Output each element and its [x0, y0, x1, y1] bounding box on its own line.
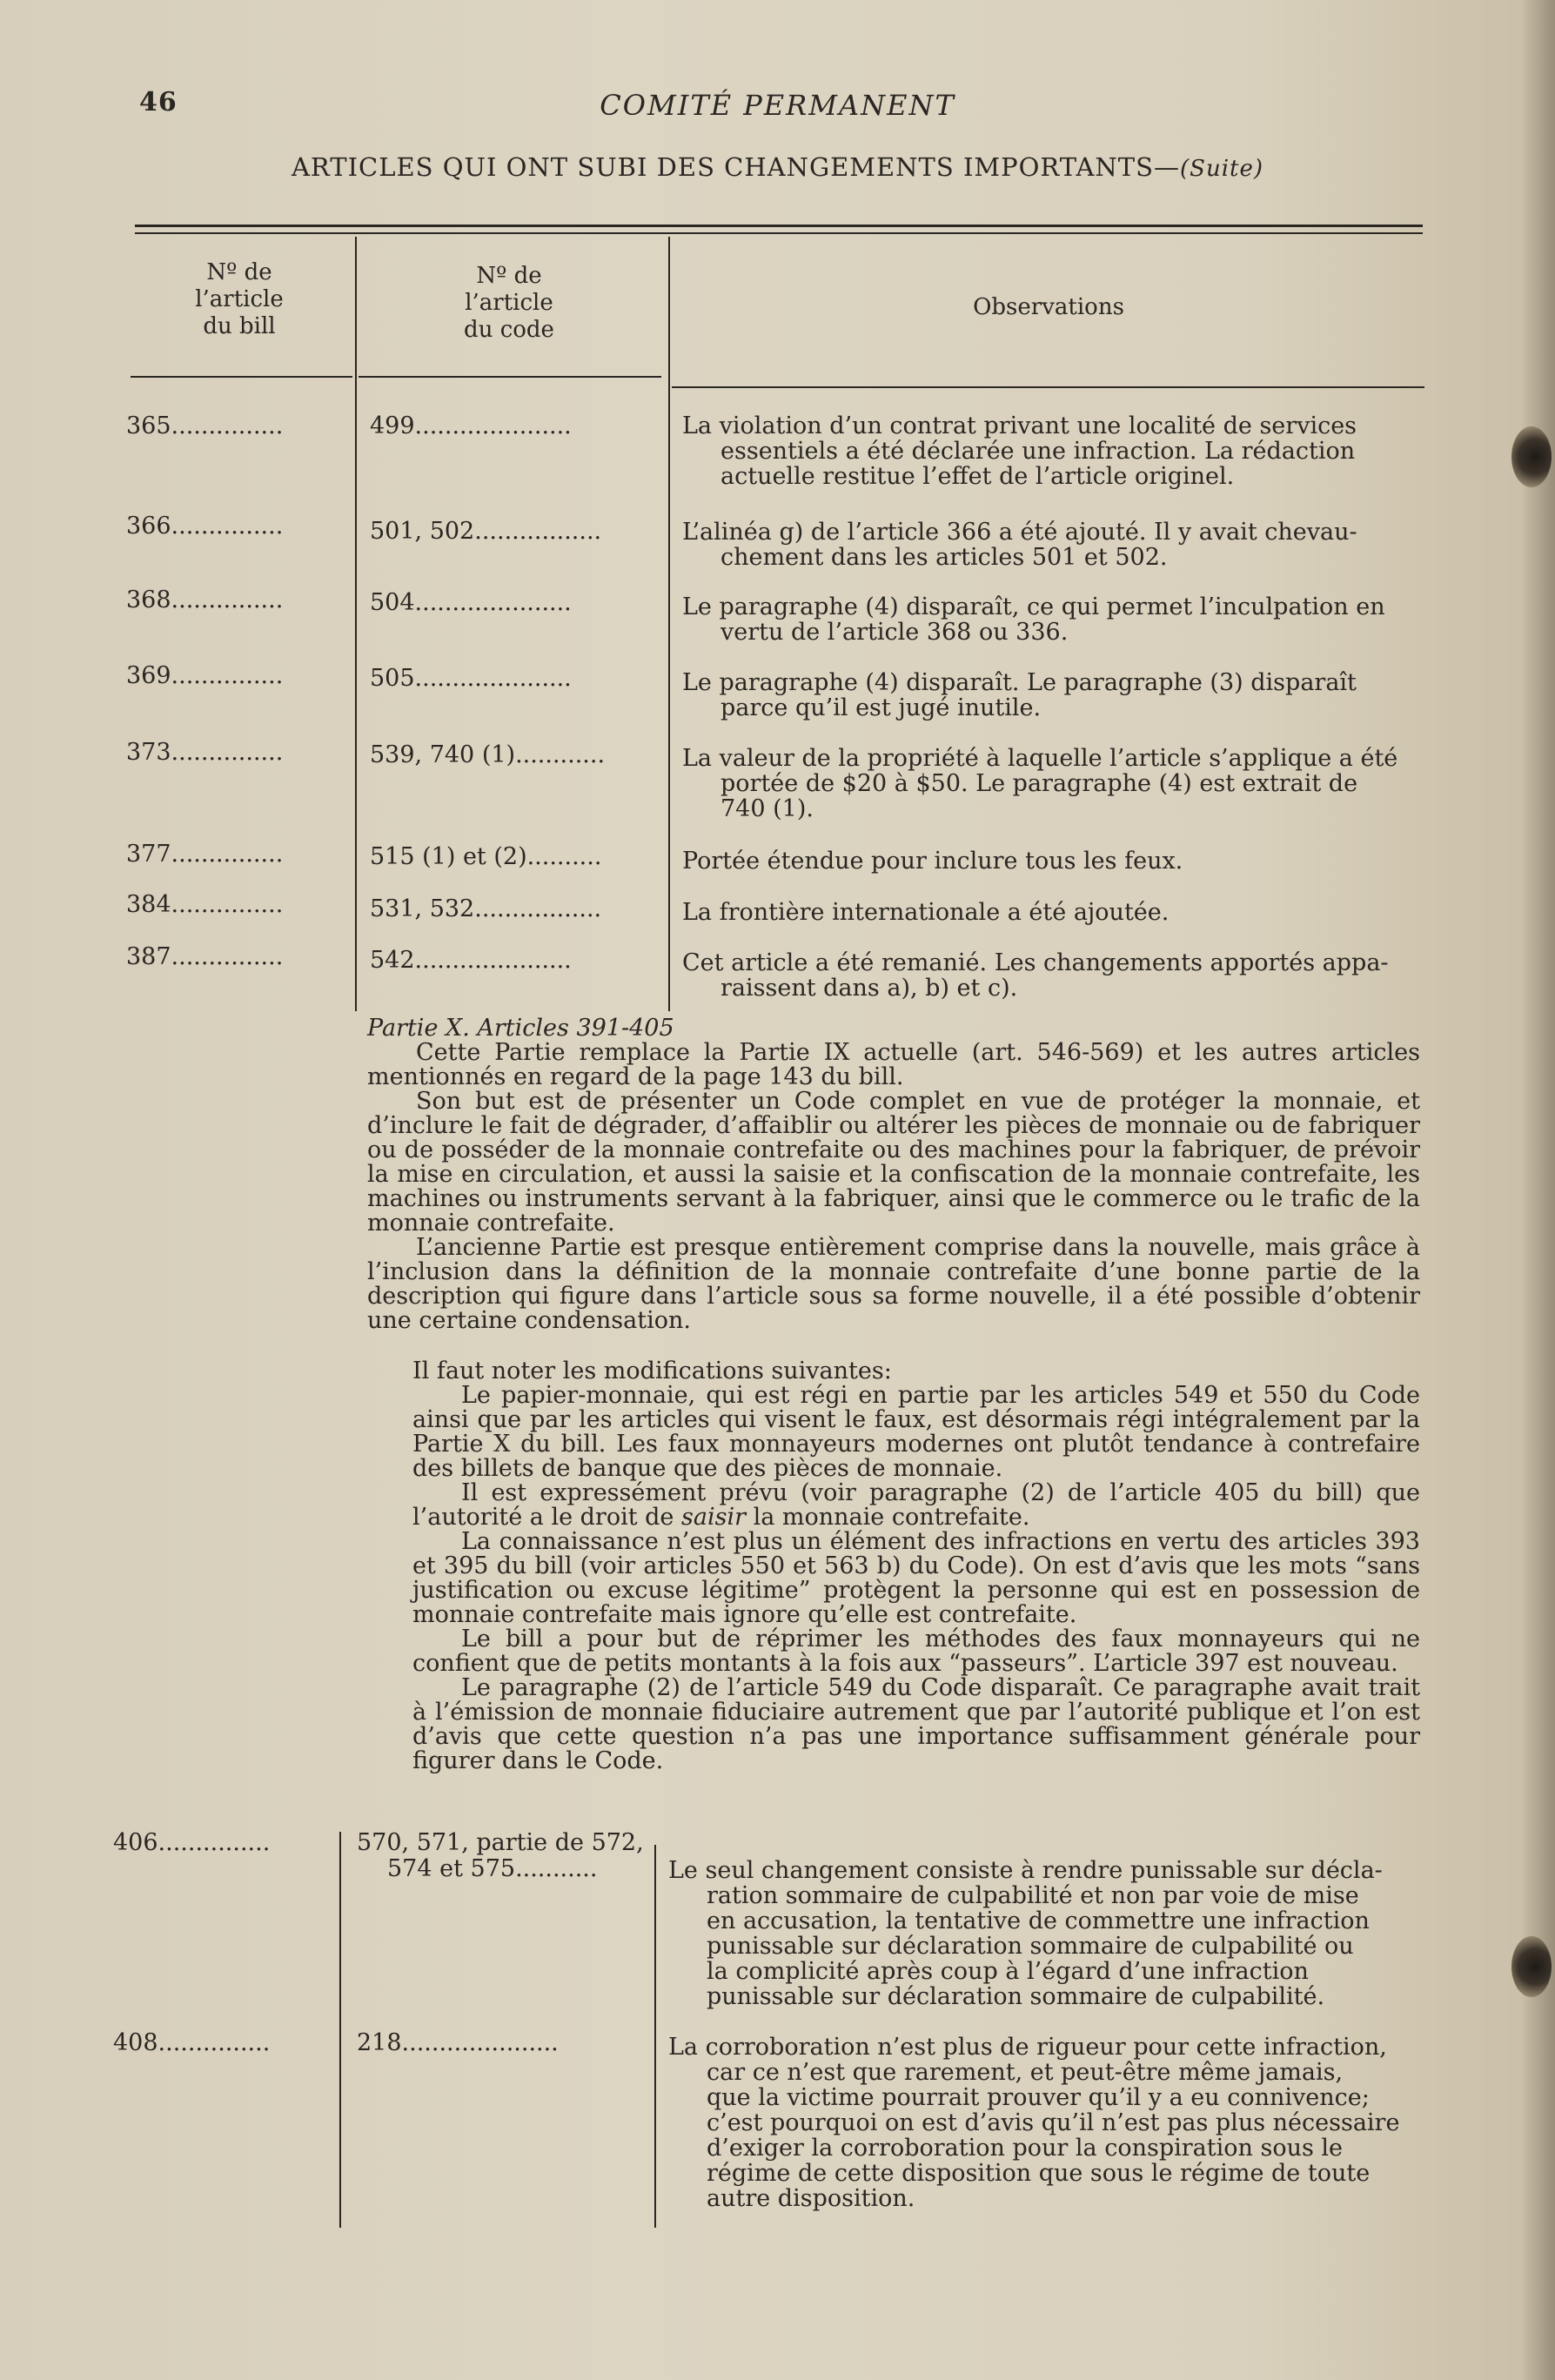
code-cell: 504.....................: [370, 589, 572, 616]
obs-cell: [682, 413, 1426, 489]
binding-hole: [1511, 426, 1552, 487]
part-x-heading: Partie X. Articles 391-405: [367, 1015, 674, 1042]
header-rule: [131, 376, 352, 378]
obs-cell: [682, 520, 1426, 570]
column-divider: [668, 237, 670, 1011]
bill-cell: 408...............: [113, 2029, 271, 2056]
code-cell: 570, 571, partie de 572,: [357, 1829, 644, 1856]
table-title-text: ARTICLES QUI ONT SUBI DES CHANGEMENTS IMPORTANTS—: [291, 152, 1180, 182]
running-head: COMITÉ PERMANENT: [600, 89, 955, 122]
obs-line: vertu de l’article 368 ou 336.: [721, 619, 1069, 646]
obs-line: chement dans les articles 501 et 502.: [721, 544, 1168, 571]
obs-line: Le seul changement consiste à rendre punissable sur décla-: [668, 1857, 1383, 1884]
obs-line: punissable sur déclaration sommaire de culpabilité ou: [707, 1933, 1354, 1960]
col-head-code-line: l’article: [465, 290, 553, 316]
obs-line: raissent dans a), b) et c).: [721, 975, 1018, 1002]
page-number: 46: [139, 87, 178, 117]
obs-line: c’est pourquoi on est d’avis qu’il n’est pas plus nécessaire: [707, 2109, 1400, 2136]
obs-line: régime de cette disposition que sous le régime de toute: [707, 2160, 1371, 2187]
paragraph: La connaissance n’est plus un élément des infractions en vertu des articles 393 et 395 du bill (voir articles 550 et 563 b) du Code). On est d’avis que les mots “sans justification ou excuse légitime” protègent la personne qui est en possession de monnaie contrefaite mais ignore qu’elle est contrefaite.: [412, 1528, 1420, 1628]
paragraph: Il faut noter les modifications suivantes:: [412, 1358, 892, 1384]
paragraph: Le bill a pour but de réprimer les méthodes des faux monnayeurs qui ne confient que de petits montants à la fois aux “passeurs”. L’article 397 est nouveau.: [412, 1626, 1420, 1677]
bill-cell: 377...............: [126, 841, 284, 868]
code-cell: 574 et 575...........: [387, 1855, 598, 1882]
col-head-bill-line: Nº de: [206, 259, 272, 285]
part-x-section: [367, 1016, 1420, 1773]
obs-line: car ce n’est que rarement, et peut-être même jamais,: [707, 2059, 1344, 2086]
code-cell: 515 (1) et (2)..........: [370, 843, 602, 870]
bill-cell: 368...............: [126, 587, 284, 613]
col-head-bill-line: l’article: [195, 286, 284, 312]
binding-hole: [1511, 1936, 1552, 1997]
bill-cell: 406...............: [113, 1829, 271, 1856]
obs-cell: [682, 950, 1426, 1001]
code-cell: 531, 532.................: [370, 895, 602, 922]
obs-line: autre disposition.: [707, 2185, 915, 2212]
column-divider: [355, 237, 357, 1011]
code-cell: 218.....................: [357, 2029, 559, 2056]
col-head-code: [361, 263, 657, 344]
col-head-bill: [131, 259, 348, 340]
text-run: Il est expressément prévu (voir paragraphe (2) de l’article 405 du bill) que l’autorité a le droit de: [412, 1479, 1420, 1531]
obs-line: 740 (1).: [721, 795, 814, 822]
obs-line: Cet article a été remanié. Les changements apportés appa-: [682, 949, 1389, 976]
table-title-suite: (Suite): [1180, 156, 1263, 182]
bill-cell: 365...............: [126, 412, 284, 439]
obs-cell: [682, 848, 1426, 874]
code-cell: 501, 502.................: [370, 518, 602, 545]
obs-line: Portée étendue pour inclure tous les feux.: [682, 848, 1183, 875]
paragraph: Cette Partie remplace la Partie IX actuelle (art. 546-569) et les autres articles mentionnés en regard de la page 143 du bill.: [367, 1039, 1420, 1090]
text-run: la monnaie contrefaite.: [746, 1504, 1030, 1531]
column-divider: [339, 1832, 341, 2228]
paragraph: Le papier-monnaie, qui est régi en partie par les articles 549 et 550 du Code ainsi que par les articles qui visent le faux, est désormais régi intégralement par la Partie X du bill. Les faux monnayeurs modernes ont plutôt tendance à contrefaire des billets de banque que des pièces de monnaie.: [412, 1382, 1420, 1482]
obs-line: Le paragraphe (4) disparaît. Le paragraphe (3) disparaît: [682, 669, 1357, 696]
obs-cell: [682, 900, 1426, 925]
bill-cell: 373...............: [126, 739, 284, 766]
obs-cell: [668, 2035, 1425, 2211]
code-cell: 505.....................: [370, 665, 572, 692]
paragraph: Le paragraphe (2) de l’article 549 du Code disparaît. Ce paragraphe avait trait à l’émission de monnaie fiduciaire autrement que par l’autorité publique et l’on est d’avis que cette question n’a pas une importance suffisamment générale pour figurer dans le Code.: [412, 1674, 1420, 1774]
header-rule: [672, 386, 1424, 388]
paragraph: Son but est de présenter un Code complet en vue de protéger la monnaie, et d’inclure le fait de dégrader, d’affaiblir ou altérer les pièces de monnaie ou de fabriquer ou de posséder de la monnaie contrefaite ou des machines pour la fabriquer, de prévoir la mise en circulation, et aussi la saisie et la confiscation de la monnaie contrefaite, les machines ou instruments servant à la fabriquer, ainsi que le commerce ou le trafic de la monnaie contrefaite.: [367, 1088, 1420, 1237]
obs-line: punissable sur déclaration sommaire de culpabilité.: [707, 1983, 1325, 2010]
spacer: [367, 1333, 1420, 1359]
obs-line: que la victime pourrait prouver qu’il y a eu connivence;: [707, 2084, 1370, 2111]
obs-line: en accusation, la tentative de commettre une infraction: [707, 1907, 1370, 1934]
table-title: [0, 152, 1555, 182]
page-edge-shadow: [1520, 0, 1555, 2380]
paragraph: [367, 1481, 1420, 1530]
code-cell: 542.....................: [370, 947, 572, 974]
bill-cell: 384...............: [126, 891, 284, 918]
code-cell: 499.....................: [370, 412, 572, 439]
bill-cell: 369...............: [126, 662, 284, 689]
bill-cell: 366...............: [126, 513, 284, 540]
top-rule-thin: [135, 232, 1423, 234]
text-run-italic: saisir: [681, 1504, 746, 1531]
col-head-observations: Observations: [973, 294, 1124, 320]
obs-line: La frontière internationale a été ajoutée.: [682, 899, 1170, 926]
header-rule: [359, 376, 661, 378]
obs-line: L’alinéa g) de l’article 366 a été ajouté. Il y avait chevau-: [682, 519, 1357, 546]
obs-line: La corroboration n’est plus de rigueur pour cette infraction,: [668, 2034, 1387, 2061]
obs-cell: [668, 1858, 1425, 2009]
paragraph: L’ancienne Partie est presque entièrement comprise dans la nouvelle, mais grâce à l’inclusion dans la définition de la monnaie contrefaite d’une bonne partie de la description qui figure dans l’article sous sa forme nouvelle, il a été possible d’obtenir une certaine condensation.: [367, 1234, 1420, 1334]
col-head-code-line: Nº de: [476, 263, 542, 289]
obs-line: portée de $20 à $50. Le paragraphe (4) est extrait de: [721, 770, 1358, 797]
obs-line: Le paragraphe (4) disparaît, ce qui permet l’inculpation en: [682, 593, 1385, 620]
obs-line: la complicité après coup à l’égard d’une infraction: [707, 1958, 1309, 1985]
obs-line: ration sommaire de culpabilité et non par voie de mise: [707, 1882, 1359, 1909]
obs-line: La violation d’un contrat privant une localité de services: [682, 412, 1357, 439]
obs-line: essentiels a été déclarée une infraction. La rédaction: [721, 438, 1356, 465]
bill-cell: 387...............: [126, 943, 284, 970]
col-head-bill-line: du bill: [203, 313, 276, 339]
obs-line: d’exiger la corroboration pour la conspiration sous le: [707, 2135, 1344, 2162]
column-divider: [654, 1845, 656, 2228]
obs-cell: [682, 594, 1426, 645]
obs-line: parce qu’il est jugé inutile.: [721, 694, 1042, 721]
top-rule: [135, 225, 1423, 227]
col-head-code-line: du code: [464, 317, 554, 343]
obs-cell: [682, 746, 1426, 821]
code-cell: 539, 740 (1)............: [370, 741, 606, 768]
obs-cell: [682, 670, 1426, 721]
obs-line: actuelle restitue l’effet de l’article originel.: [721, 463, 1235, 490]
obs-line: La valeur de la propriété à laquelle l’article s’applique a été: [682, 745, 1398, 772]
